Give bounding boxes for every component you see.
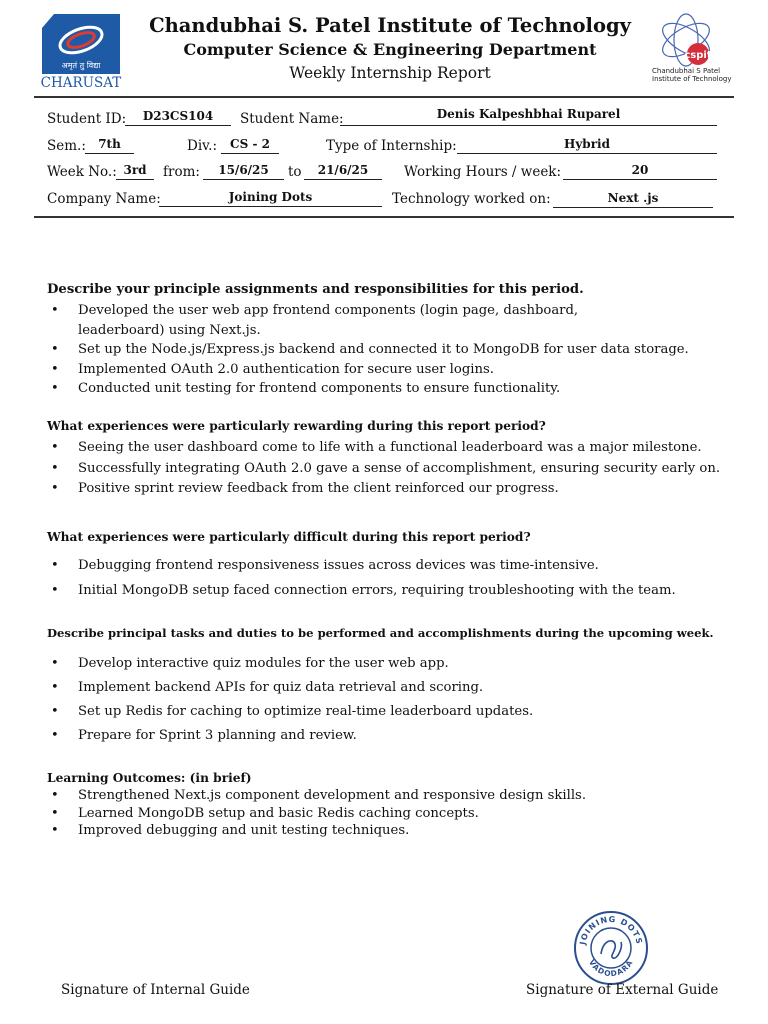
company-stamp (573, 910, 649, 986)
form-divider (34, 216, 734, 218)
list-item: • Prepare for Sprint 3 planning and review. (49, 724, 729, 748)
company-name-label: Company Name: (47, 191, 161, 207)
student-id-label: Student ID: (47, 111, 127, 127)
cspit-caption-line2: Institute of Technology (652, 75, 732, 83)
list-item: • Develop interactive quiz modules for the user web app. (49, 652, 729, 676)
to-date-value: 21/6/25 (304, 163, 382, 180)
working-hours-value: 20 (563, 163, 717, 180)
cspit-logo-text: cspit (684, 50, 712, 61)
list-item: • Set up the Node.js/Express.js backend and connected it to MongoDB for user data storage. (49, 340, 718, 360)
external-guide-signature: Signature of External Guide (526, 982, 719, 998)
list-item: • Set up Redis for caching to optimize real-time leaderboard updates. (49, 700, 729, 724)
working-hours-label: Working Hours / week: (404, 164, 562, 180)
week-value: 3rd (116, 163, 154, 180)
sem-value: 7th (85, 137, 134, 154)
difficult-list (49, 553, 729, 603)
list-item: • Debugging frontend responsiveness issues across devices was time-intensive. (49, 553, 729, 578)
sem-label: Sem.: (47, 138, 86, 154)
department-name: Computer Science & Engineering Department (183, 40, 597, 59)
list-item: • Learned MongoDB setup and basic Redis caching concepts. (49, 805, 729, 823)
list-item: • Implemented OAuth 2.0 authentication for secure user logins. (49, 360, 649, 380)
list-item: • Strengthened Next.js component development and responsive design skills. (49, 787, 729, 805)
charusat-logo-text: CHARUSAT (40, 75, 122, 91)
outcomes-list (49, 787, 729, 840)
cspit-logo (650, 12, 732, 84)
company-name-value: Joining Dots (159, 190, 382, 207)
header-divider (34, 96, 734, 98)
upcoming-heading: Describe principal tasks and duties to be performed and accomplishments during the upcoming week. (47, 626, 714, 640)
difficult-heading: What experiences were particularly difficult during this report period? (47, 530, 531, 544)
assignments-heading: Describe your principle assignments and responsibilities for this period. (47, 282, 584, 297)
charusat-motto: अमृतं तु विद्या (61, 61, 101, 70)
internship-type-label: Type of Internship: (326, 138, 457, 154)
from-date-value: 15/6/25 (203, 163, 284, 180)
list-item: • Improved debugging and unit testing techniques. (49, 822, 729, 840)
to-label: to (288, 164, 302, 180)
div-label: Div.: (187, 138, 218, 154)
student-name-label: Student Name: (240, 111, 344, 127)
institute-name: Chandubhai S. Patel Institute of Technology (149, 14, 631, 37)
div-value: CS - 2 (221, 137, 279, 154)
list-item: • Developed the user web app frontend components (login page, dashboard, leaderboard) using Next.js. (49, 301, 649, 340)
list-item: • Initial MongoDB setup faced connection errors, requiring troubleshooting with the team. (49, 578, 729, 603)
upcoming-list (49, 652, 729, 748)
list-item: • Successfully integrating OAuth 2.0 gave a sense of accomplishment, ensuring security early on. (49, 459, 729, 480)
technology-label: Technology worked on: (392, 191, 551, 207)
list-item: • Conducted unit testing for frontend components to ensure functionality. (49, 379, 649, 399)
student-name-value: Denis Kalpeshbhai Ruparel (340, 107, 717, 126)
rewarding-list (49, 438, 729, 500)
student-id-value: D23CS104 (125, 109, 231, 126)
cspit-caption-line1: Chandubhai S Patel (652, 67, 721, 75)
stamp-top-text: JOINING DOTS (578, 914, 644, 946)
report-title: Weekly Internship Report (289, 64, 491, 82)
list-item: • Positive sprint review feedback from the client reinforced our progress. (49, 479, 729, 500)
technology-value: Next .js (553, 191, 713, 208)
week-label: Week No.: (47, 164, 117, 180)
from-label: from: (163, 164, 200, 180)
assignments-list (49, 301, 689, 399)
outcomes-heading: Learning Outcomes: (in brief) (47, 771, 252, 785)
internship-type-value: Hybrid (457, 137, 717, 154)
list-item: • Implement backend APIs for quiz data retrieval and scoring. (49, 676, 729, 700)
rewarding-heading: What experiences were particularly rewarding during this report period? (47, 419, 546, 433)
stamp-bottom-text: VADODARA (587, 957, 635, 979)
charusat-logo (34, 14, 132, 92)
list-item: • Seeing the user dashboard come to life with a functional leaderboard was a major milestone. (49, 438, 729, 459)
internal-guide-signature: Signature of Internal Guide (61, 982, 250, 998)
